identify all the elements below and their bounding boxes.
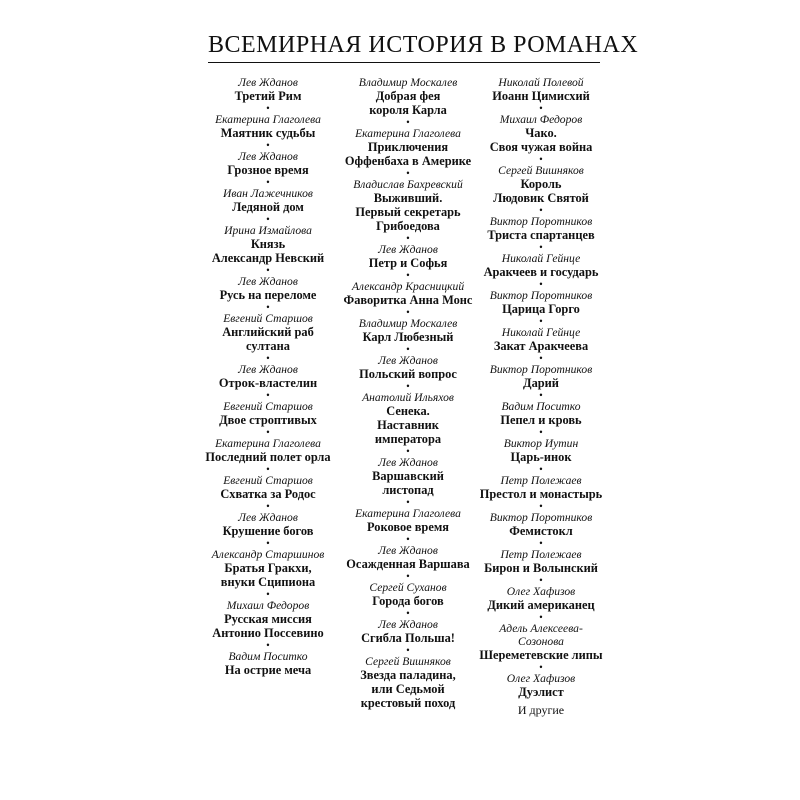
- book-entry: [461, 215, 621, 252]
- bullet-separator: •: [539, 242, 543, 252]
- author-name: Лев Жданов: [378, 618, 438, 631]
- book-title: Князь Александр Невский: [211, 237, 325, 265]
- author-name: Николай Гейнце: [501, 326, 581, 339]
- author-name: Петр Полежаев: [500, 548, 582, 561]
- bullet-separator: •: [539, 316, 543, 326]
- author-name: Михаил Федоров: [226, 599, 310, 612]
- bullet-separator: •: [266, 538, 270, 548]
- book-entry: [188, 548, 348, 599]
- book-entry: [461, 548, 621, 585]
- book-title: Двое строптивых: [219, 413, 317, 427]
- bullet-separator: •: [539, 612, 543, 622]
- book-title: Добрая фея короля Карла: [369, 89, 447, 117]
- book-title: Русь на переломе: [219, 288, 317, 302]
- author-name: Лев Жданов: [378, 243, 438, 256]
- author-name: Лев Жданов: [238, 511, 298, 524]
- author-name: Иван Лажечников: [223, 187, 313, 200]
- bullet-separator: •: [539, 501, 543, 511]
- bullet-separator: •: [539, 575, 543, 585]
- author-name: Лев Жданов: [238, 76, 298, 89]
- author-name: Николай Полевой: [498, 76, 584, 89]
- bullet-separator: •: [406, 307, 410, 317]
- author-name: Вадим Поситко: [501, 400, 581, 413]
- book-title: Фемистокл: [509, 524, 573, 538]
- bullet-separator: •: [266, 140, 270, 150]
- book-entry: [188, 275, 348, 312]
- header: [208, 30, 639, 63]
- book-entry: [188, 76, 348, 113]
- book-entry: [188, 113, 348, 150]
- bullet-separator: •: [406, 446, 410, 456]
- book-entry: [188, 150, 348, 187]
- book-title: Города богов: [372, 594, 444, 608]
- author-name: Олег Хафизов: [506, 585, 576, 598]
- book-title: Дуэлист: [518, 685, 564, 699]
- book-title: Схватка за Родос: [220, 487, 316, 501]
- author-name: Петр Полежаев: [500, 474, 582, 487]
- book-entry: [461, 400, 621, 437]
- author-name: Евгений Старшов: [223, 400, 313, 413]
- book-entry: [461, 622, 621, 672]
- book-title: Дикий американец: [487, 598, 595, 612]
- book-title: Грозное время: [227, 163, 309, 177]
- author-name: Лев Жданов: [238, 363, 298, 376]
- author-name: Владислав Бахревский: [353, 178, 463, 191]
- book-title: Пепел и кровь: [500, 413, 582, 427]
- book-title: Осажденная Варшава: [346, 557, 470, 571]
- author-name: Екатерина Глаголева: [215, 113, 321, 126]
- book-title: Аракчеев и государь: [483, 265, 599, 279]
- book-title: Последний полет орла: [205, 450, 331, 464]
- author-name: Сергей Суханов: [369, 581, 447, 594]
- author-name: Анатолий Ильяхов: [362, 391, 454, 404]
- bullet-separator: •: [539, 353, 543, 363]
- others-note: И другие: [517, 703, 565, 717]
- book-title: Дарий: [523, 376, 559, 390]
- book-title: Маятник судьбы: [220, 126, 316, 140]
- book-entry: [188, 650, 348, 677]
- book-entry: [461, 585, 621, 622]
- book-entry: [188, 400, 348, 437]
- author-name: Сергей Вишняков: [365, 655, 451, 668]
- book-title: Иоанн Цимисхий: [492, 89, 590, 103]
- book-title: Братья Гракхи, внуки Сципиона: [220, 561, 316, 589]
- book-title: Триста спартанцев: [487, 228, 595, 242]
- book-title: Карл Любезный: [362, 330, 454, 344]
- bullet-separator: •: [406, 168, 410, 178]
- author-name: Вадим Поситко: [228, 650, 308, 663]
- book-title: Отрок-властелин: [218, 376, 318, 390]
- page-title: ВСЕМИРНАЯ ИСТОРИЯ В РОМАНАХ: [208, 32, 639, 58]
- author-name: Лев Жданов: [378, 456, 438, 469]
- book-entry: [461, 164, 621, 215]
- book-title: Роковое время: [367, 520, 449, 534]
- book-entry: [188, 224, 348, 275]
- book-entry: [461, 363, 621, 400]
- author-name: Сергей Вишняков: [498, 164, 584, 177]
- book-title: Звезда паладина, или Седьмой крестовый поход: [360, 668, 456, 710]
- author-name: Евгений Старшов: [223, 474, 313, 487]
- author-name: Владимир Москалев: [358, 317, 458, 330]
- bullet-separator: •: [406, 344, 410, 354]
- book-title: Чако. Своя чужая война: [489, 126, 593, 154]
- title-underline: [208, 62, 600, 63]
- bullet-separator: •: [266, 214, 270, 224]
- bullet-separator: •: [406, 117, 410, 127]
- bullet-separator: •: [406, 534, 410, 544]
- bullet-separator: •: [266, 390, 270, 400]
- author-name: Олег Хафизов: [506, 672, 576, 685]
- book-entry: [461, 437, 621, 474]
- book-entry: [461, 474, 621, 511]
- author-name: Екатерина Глаголева: [355, 507, 461, 520]
- bullet-separator: •: [266, 265, 270, 275]
- book-title: Ледяной дом: [232, 200, 304, 214]
- bullet-separator: •: [539, 538, 543, 548]
- author-name: Екатерина Глаголева: [355, 127, 461, 140]
- bullet-separator: •: [266, 589, 270, 599]
- author-name: Александр Красницкий: [351, 280, 465, 293]
- book-title: Царь-инок: [510, 450, 572, 464]
- bullet-separator: •: [539, 205, 543, 215]
- bullet-separator: •: [406, 645, 410, 655]
- book-entry: [188, 312, 348, 363]
- book-title: Шереметевские липы: [479, 648, 603, 662]
- bullet-separator: •: [266, 640, 270, 650]
- author-name: Александр Старшинов: [211, 548, 325, 561]
- book-title: На острие меча: [224, 663, 312, 677]
- bullet-separator: •: [539, 103, 543, 113]
- book-entry: [188, 187, 348, 224]
- bullet-separator: •: [539, 464, 543, 474]
- book-title: Сенека. Наставник императора: [374, 404, 442, 446]
- author-name: Екатерина Глаголева: [215, 437, 321, 450]
- bullet-separator: •: [266, 103, 270, 113]
- book-title: Варшавский листопад: [372, 469, 444, 497]
- book-column-1: [188, 76, 348, 677]
- book-entry: [461, 76, 621, 113]
- author-name: Ирина Измайлова: [224, 224, 312, 237]
- book-entry: [188, 599, 348, 650]
- book-title: Выживший. Первый секретарь Грибоедова: [355, 191, 461, 233]
- author-name: Лев Жданов: [378, 354, 438, 367]
- book-title: Третий Рим: [234, 89, 302, 103]
- author-name: Виктор Иутин: [503, 437, 579, 450]
- bullet-separator: •: [266, 427, 270, 437]
- book-title: Фаворитка Анна Монс: [343, 293, 473, 307]
- book-title: Крушение богов: [222, 524, 314, 538]
- book-entry: [188, 474, 348, 511]
- book-title: Престол и монастырь: [479, 487, 603, 501]
- book-title: Король Людовик Святой: [493, 177, 589, 205]
- bullet-separator: •: [406, 381, 410, 391]
- bullet-separator: •: [539, 279, 543, 289]
- bullet-separator: •: [406, 497, 410, 507]
- author-name: Виктор Поротников: [489, 363, 593, 376]
- author-name: Евгений Старшов: [223, 312, 313, 325]
- bullet-separator: •: [539, 154, 543, 164]
- author-name: Николай Гейнце: [501, 252, 581, 265]
- book-entry: [461, 672, 621, 699]
- bullet-separator: •: [266, 501, 270, 511]
- book-title: Царица Горго: [502, 302, 580, 316]
- book-entry: [461, 326, 621, 363]
- author-name: Михаил Федоров: [499, 113, 583, 126]
- bullet-separator: •: [539, 662, 543, 672]
- book-entry: [461, 113, 621, 164]
- bullet-separator: •: [539, 427, 543, 437]
- author-name: Лев Жданов: [238, 275, 298, 288]
- book-column-3: [461, 76, 621, 717]
- bullet-separator: •: [266, 353, 270, 363]
- book-entry: [188, 363, 348, 400]
- bullet-separator: •: [406, 608, 410, 618]
- bullet-separator: •: [266, 464, 270, 474]
- book-title: Бирон и Волынский: [484, 561, 598, 575]
- author-name: Лев Жданов: [378, 544, 438, 557]
- book-title: Приключения Оффенбаха в Америке: [344, 140, 472, 168]
- author-name: Виктор Поротников: [489, 289, 593, 302]
- book-title: Русская миссия Антонио Поссевино: [212, 612, 324, 640]
- bullet-separator: •: [539, 390, 543, 400]
- author-name: Владимир Москалев: [358, 76, 458, 89]
- author-name: Виктор Поротников: [489, 215, 593, 228]
- author-name: Виктор Поротников: [489, 511, 593, 524]
- book-entry: [188, 511, 348, 548]
- book-entry: [461, 511, 621, 548]
- bullet-separator: •: [266, 302, 270, 312]
- book-entry: [188, 437, 348, 474]
- author-name: Лев Жданов: [238, 150, 298, 163]
- author-name: Адель Алексеева- Созонова: [499, 622, 583, 648]
- book-title: Английский раб султана: [222, 325, 314, 353]
- bullet-separator: •: [266, 177, 270, 187]
- book-entry: [461, 252, 621, 289]
- book-entry: [461, 289, 621, 326]
- book-title: Закат Аракчеева: [493, 339, 589, 353]
- bullet-separator: •: [406, 233, 410, 243]
- book-title: Польский вопрос: [359, 367, 457, 381]
- book-title: Петр и Софья: [368, 256, 448, 270]
- book-title: Сгибла Польша!: [361, 631, 455, 645]
- bullet-separator: •: [406, 270, 410, 280]
- bullet-separator: •: [406, 571, 410, 581]
